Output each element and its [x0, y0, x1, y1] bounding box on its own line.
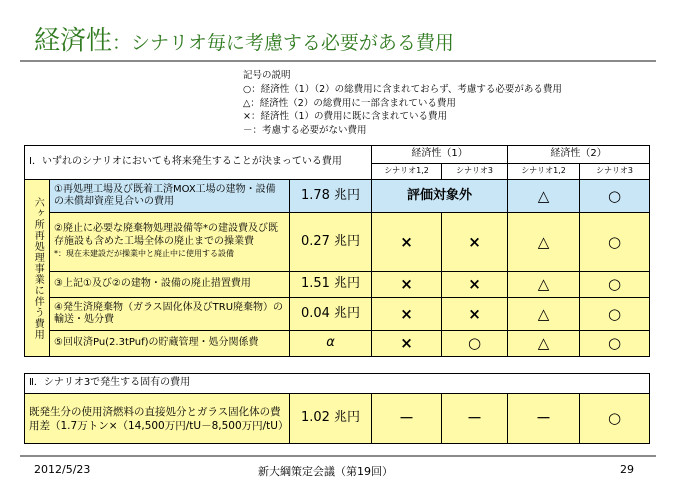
row2-note: *：現在未建設だが操業中と廃止中に使用する設備 — [54, 249, 234, 259]
footer-date: 2012/5/23 — [34, 463, 91, 476]
title-main: 経済性 — [34, 26, 113, 56]
title-subtitle: シナリオ毎に考慮する必要がある費用 — [131, 32, 454, 54]
row4-desc: ④発生済廃棄物（ガラス固化体及びTRU廃棄物）の輸送・処分費 — [50, 298, 290, 331]
row1-econ2-s12: △ — [508, 180, 580, 213]
symbol-legend — [243, 69, 562, 138]
cost-table-section2 — [24, 373, 650, 444]
section2-econ1-s12: － — [372, 394, 442, 444]
footer-meeting: 新大綱策定会議（第19回） — [258, 465, 393, 478]
not-evaluated-label: 評価対象外 — [372, 180, 508, 213]
row2-desc: ②廃止に必要な廃棄物処理設備等*の建設費及び既存施設も含めた工場全体の廃止までの操業費 — [54, 223, 278, 247]
row1-desc: ①再処理工場及び既着工済MOX工場の建物・設備の未償却資産見合いの費用 — [50, 180, 290, 213]
subheader-scenario12-econ2: シナリオ1,2 — [508, 164, 580, 180]
row3-econ1-s3: × — [442, 272, 508, 298]
title-underline — [20, 60, 656, 62]
row2-econ1-s12: × — [372, 213, 442, 272]
table-row — [25, 272, 650, 298]
legend-item-triangle: △：経済性（2）の総費用に一部含まれている費用 — [243, 97, 456, 109]
col-group-econ2: 経済性（2） — [508, 146, 650, 164]
section2-desc: 既発生分の使用済燃料の直接処分とガラス固化体の費用差（1.7万トン×（14,500万円/tU－8,500万円/tU） — [25, 394, 290, 444]
section2-econ2-s12: － — [508, 394, 580, 444]
row5-econ1-s12: × — [372, 331, 442, 357]
legend-item-dash: －：考慮する必要がない費用 — [243, 125, 367, 137]
row4-econ2-s3: ○ — [580, 298, 650, 331]
cost-table-section1 — [24, 145, 650, 357]
title-separator: ： — [112, 32, 132, 54]
row2-econ2-s3: ○ — [580, 213, 650, 272]
section2-econ2-s3: ○ — [580, 394, 650, 444]
row3-econ2-s3: ○ — [580, 272, 650, 298]
section2-econ1-s3: － — [442, 394, 508, 444]
row3-econ1-s12: × — [372, 272, 442, 298]
table-row — [25, 213, 650, 272]
row4-econ1-s3: × — [442, 298, 508, 331]
row5-econ1-s3: ○ — [442, 331, 508, 357]
table-row — [25, 331, 650, 357]
subheader-scenario3-econ2: シナリオ3 — [580, 164, 650, 180]
footer-rule — [20, 455, 656, 457]
table-row — [25, 298, 650, 331]
row5-desc: ⑤回収済Pu(2.3tPuf)の貯蔵管理・処分関係費 — [50, 331, 290, 357]
row3-amount: 1.51 兆円 — [290, 272, 372, 298]
row1-amount: 1.78 兆円 — [290, 180, 372, 213]
row4-econ2-s12: △ — [508, 298, 580, 331]
subheader-scenario3-econ1: シナリオ3 — [442, 164, 508, 180]
col-group-econ1: 経済性（1） — [372, 146, 508, 164]
row5-econ2-s12: △ — [508, 331, 580, 357]
subheader-scenario12-econ1: シナリオ1,2 — [372, 164, 442, 180]
legend-heading: 記号の説明 — [243, 70, 291, 81]
table-row — [25, 394, 650, 444]
row4-econ1-s12: × — [372, 298, 442, 331]
row4-amount: 0.04 兆円 — [290, 298, 372, 331]
row5-amount: α — [290, 331, 372, 357]
legend-item-circle: ○：経済性（1）（2）の総費用に含まれておらず、考慮する必要がある費用 — [243, 83, 562, 95]
row2-desc-cell — [50, 213, 290, 272]
slide-title — [34, 20, 454, 57]
legend-item-cross: ×：経済性（1）の費用に既に含まれている費用 — [243, 111, 448, 123]
section2-header: Ⅱ．シナリオ3で発生する固有の費用 — [25, 374, 650, 394]
row5-econ2-s3: ○ — [580, 331, 650, 357]
group-label-rokkasho: 六ヶ所再処理事業に伴う費用 — [25, 180, 50, 357]
section1-header: Ⅰ．いずれのシナリオにおいても将来発生することが決まっている費用 — [25, 146, 372, 180]
table-row — [25, 180, 650, 213]
row3-desc: ③上記①及び②の建物・設備の廃止措置費用 — [50, 272, 290, 298]
row3-econ2-s12: △ — [508, 272, 580, 298]
footer-page-number: 29 — [620, 463, 634, 476]
row2-econ1-s3: × — [442, 213, 508, 272]
section2-amount: 1.02 兆円 — [290, 394, 372, 444]
row2-econ2-s12: △ — [508, 213, 580, 272]
row2-amount: 0.27 兆円 — [290, 213, 372, 272]
row1-econ2-s3: ○ — [580, 180, 650, 213]
